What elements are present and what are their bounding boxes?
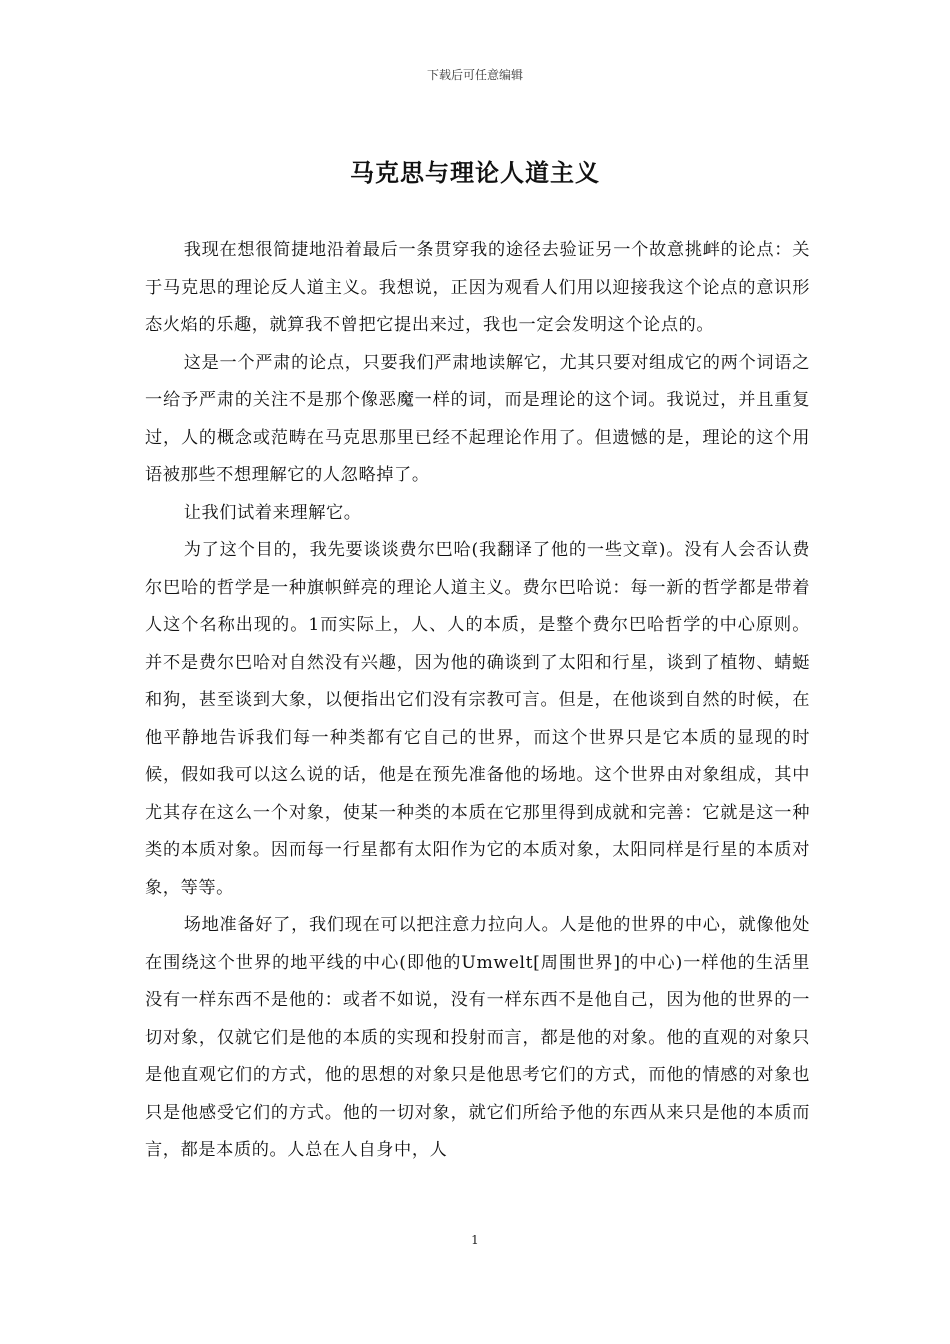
document-title: 马克思与理论人道主义 xyxy=(350,158,600,187)
paragraph-1: 我现在想很简捷地沿着最后一条贯穿我的途径去验证另一个故意挑衅的论点：关于马克思的理论反人道主义。我想说，正因为观看人们用以迎接我这个论点的意识形态火焰的乐趣，就算我不曾把它提出来过，我也一定会发明这个论点的。 xyxy=(145,240,810,335)
page-number: 1 xyxy=(471,1233,479,1247)
document-body xyxy=(145,232,810,1170)
paragraph-3: 让我们试着来理解它。 xyxy=(183,502,362,523)
page-header-note: 下载后可任意编辑 xyxy=(426,68,523,82)
paragraph-5: 场地准备好了，我们现在可以把注意力拉向人。人是他的世界的中心，就像他处在围绕这个世界的地平线的中心(即他的Umwelt[周围世界]的中心)一样他的生活里没有一样东西不是他的：或者不如说，没有一样东西不是他自己，因为他的世界的一切对象，仅就它们是他的本质的实现和投射而言，都是他的对象。他的直观的对象只是他直观它们的方式，他的思想的对象只是他思考它们的方式，而他的情感的对象也只是他感受它们的方式。他的一切对象，就它们所给予他的东西从来只是他的本质而言，都是本质的。人总在人自身中，人 xyxy=(145,915,810,1160)
paragraph-4: 为了这个目的，我先要谈谈费尔巴哈(我翻译了他的一些文章)。没有人会否认费尔巴哈的哲学是一种旗帜鲜亮的理论人道主义。费尔巴哈说：每一新的哲学都是带着人这个名称出现的。1而实际上，人、人的本质，是整个费尔巴哈哲学的中心原则。并不是费尔巴哈对自然没有兴趣，因为他的确谈到了太阳和行星，谈到了植物、蜻蜓和狗，甚至谈到大象，以便指出它们没有宗教可言。但是，在他谈到自然的时候，在他平静地告诉我们每一种类都有它自己的世界，而这个世界只是它本质的显现的时候，假如我可以这么说的话，他是在预先准备他的场地。这个世界由对象组成，其中尤其存在这么一个对象，使某一种类的本质在它那里得到成就和完善：它就是这一种类的本质对象。因而每一行星都有太阳作为它的本质对象，太阳同样是行星的本质对象，等等。 xyxy=(145,540,810,898)
paragraph-2: 这是一个严肃的论点，只要我们严肃地读解它，尤其只要对组成它的两个词语之一给予严肃的关注不是那个像恶魔一样的词，而是理论的这个词。我说过，并且重复过，人的概念或范畴在马克思那里已经不起理论作用了。但遗憾的是，理论的这个用语被那些不想理解它的人忽略掉了。 xyxy=(145,352,810,485)
